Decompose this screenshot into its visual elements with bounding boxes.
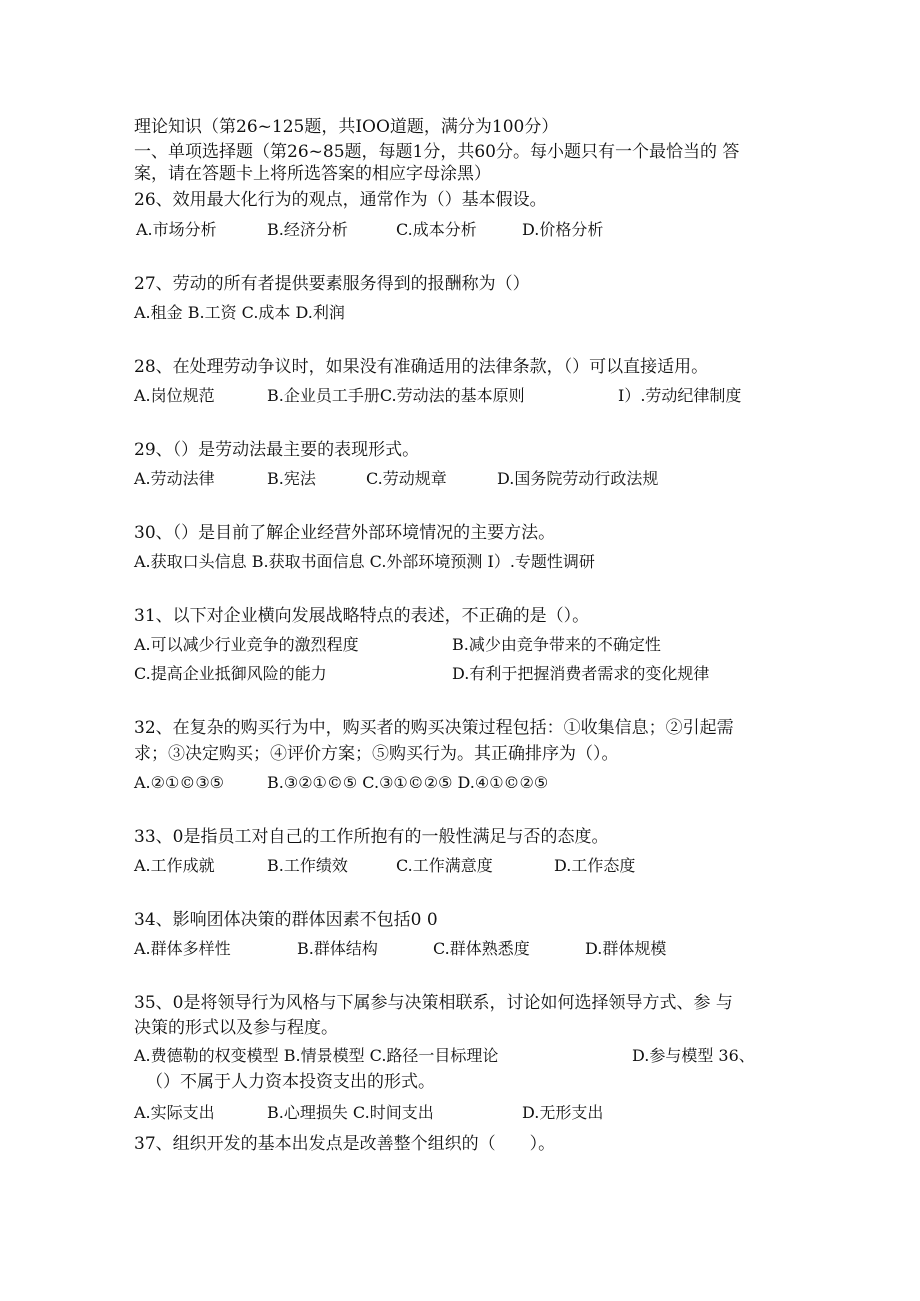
- question-30-stem: 30、（）是目前了解企业经营外部环境情况的主要方法。: [134, 523, 556, 543]
- question-29-stem: 29、（）是劳动法最主要的表现形式。: [134, 440, 420, 460]
- question-37-stem: 37、组织开发的基本出发点是改善整个组织的（ ）。: [134, 1134, 556, 1154]
- question-31-option-b: B.减少由竞争带来的不确定性: [452, 635, 661, 654]
- question-35-options-abc: A.费德勒的权变模型 B.情景模型 C.路径一目标理论: [134, 1046, 499, 1065]
- question-26-option-c: C.成本分析: [396, 220, 477, 239]
- question-26-option-b: B.经济分析: [267, 220, 348, 239]
- question-36-options-bc: B.心理损失 C.时间支出: [267, 1103, 434, 1122]
- exam-title: 理论知识（第26~125题，共IOO道题，满分为100分）: [134, 117, 559, 137]
- section-instruction-line2: 案，请在答题卡上将所选答案的相应字母涂黑）: [134, 164, 491, 184]
- question-28-stem: 28、在处理劳动争议时，如果没有准确适用的法律条款，（）可以直接适用。: [134, 357, 709, 377]
- question-34-option-a: A.群体多样性: [134, 939, 231, 958]
- question-29-option-a: A.劳动法律: [134, 469, 215, 488]
- question-27-options: A.租金 B.工资 C.成本 D.利润: [134, 303, 345, 322]
- question-32-stem-line2: 求；③决定购买；④评价方案；⑤购买行为。其正确排序为（）。: [134, 744, 619, 764]
- question-28-option-d: I）.劳动纪律制度: [618, 386, 742, 405]
- question-29-option-b: B.宪法: [267, 469, 316, 488]
- question-34-stem: 34、影响团体决策的群体因素不包括0 0: [134, 910, 438, 930]
- question-35-stem-line2: 决策的形式以及参与程度。: [134, 1018, 338, 1038]
- question-33-option-c: C.工作满意度: [396, 856, 493, 875]
- question-26-option-d: D.价格分析: [522, 220, 604, 239]
- question-31-stem: 31、以下对企业横向发展战略特点的表述，不正确的是（）。: [134, 606, 590, 626]
- question-31-option-c: C.提高企业抵御风险的能力: [134, 664, 327, 683]
- question-32-option-a: A.②①©③⑤: [134, 773, 225, 792]
- question-33-stem: 33、0是指员工对自己的工作所抱有的一般性满足与否的态度。: [134, 827, 609, 847]
- question-32-stem-line1: 32、在复杂的购买行为中，购买者的购买决策过程包括：①收集信息；②引起需: [134, 718, 734, 738]
- question-32-options-bcd: B.③②①©⑤ C.③①©②⑤ D.④①©②⑤: [267, 773, 549, 792]
- question-29-option-c: C.劳动规章: [366, 469, 447, 488]
- question-33-option-b: B.工作绩效: [267, 856, 348, 875]
- question-26-stem: 26、效用最大化行为的观点，通常作为（）基本假设。: [134, 190, 547, 210]
- section-instruction-line1: 一、单项选择题（第26~85题，每题1分，共60分。每小题只有一个最恰当的 答: [134, 142, 740, 162]
- question-29-option-d: D.国务院劳动行政法规: [497, 469, 659, 488]
- question-34-option-c: C.群体熟悉度: [433, 939, 530, 958]
- question-28-option-a: A.岗位规范: [134, 386, 215, 405]
- question-36-option-a: A.实际支出: [134, 1103, 215, 1122]
- question-36-stem: （）不属于人力资本投资支出的形式。: [146, 1072, 435, 1092]
- question-33-option-a: A.工作成就: [134, 856, 215, 875]
- question-33-option-d: D.工作态度: [554, 856, 636, 875]
- question-34-option-d: D.群体规模: [585, 939, 667, 958]
- question-35-option-d: D.参与模型 36、: [632, 1046, 755, 1065]
- question-27-stem: 27、劳动的所有者提供要素服务得到的报酬称为（）: [134, 274, 530, 294]
- question-28-option-b: B.企业员工手册C.劳动法的基本原则: [267, 386, 525, 405]
- question-31-option-a: A.可以减少行业竞争的激烈程度: [134, 635, 359, 654]
- question-35-stem-line1: 35、0是将领导行为风格与下属参与决策相联系，讨论如何选择领导方式、参 与: [134, 993, 733, 1013]
- question-34-option-b: B.群体结构: [297, 939, 378, 958]
- question-31-option-d: D.有利于把握消费者需求的变化规律: [452, 664, 710, 683]
- question-36-option-d: D.无形支出: [522, 1103, 604, 1122]
- question-30-options: A.获取口头信息 B.获取书面信息 C.外部环境预测 I）.专题性调研: [134, 552, 595, 571]
- question-26-option-a: A.市场分析: [136, 220, 217, 239]
